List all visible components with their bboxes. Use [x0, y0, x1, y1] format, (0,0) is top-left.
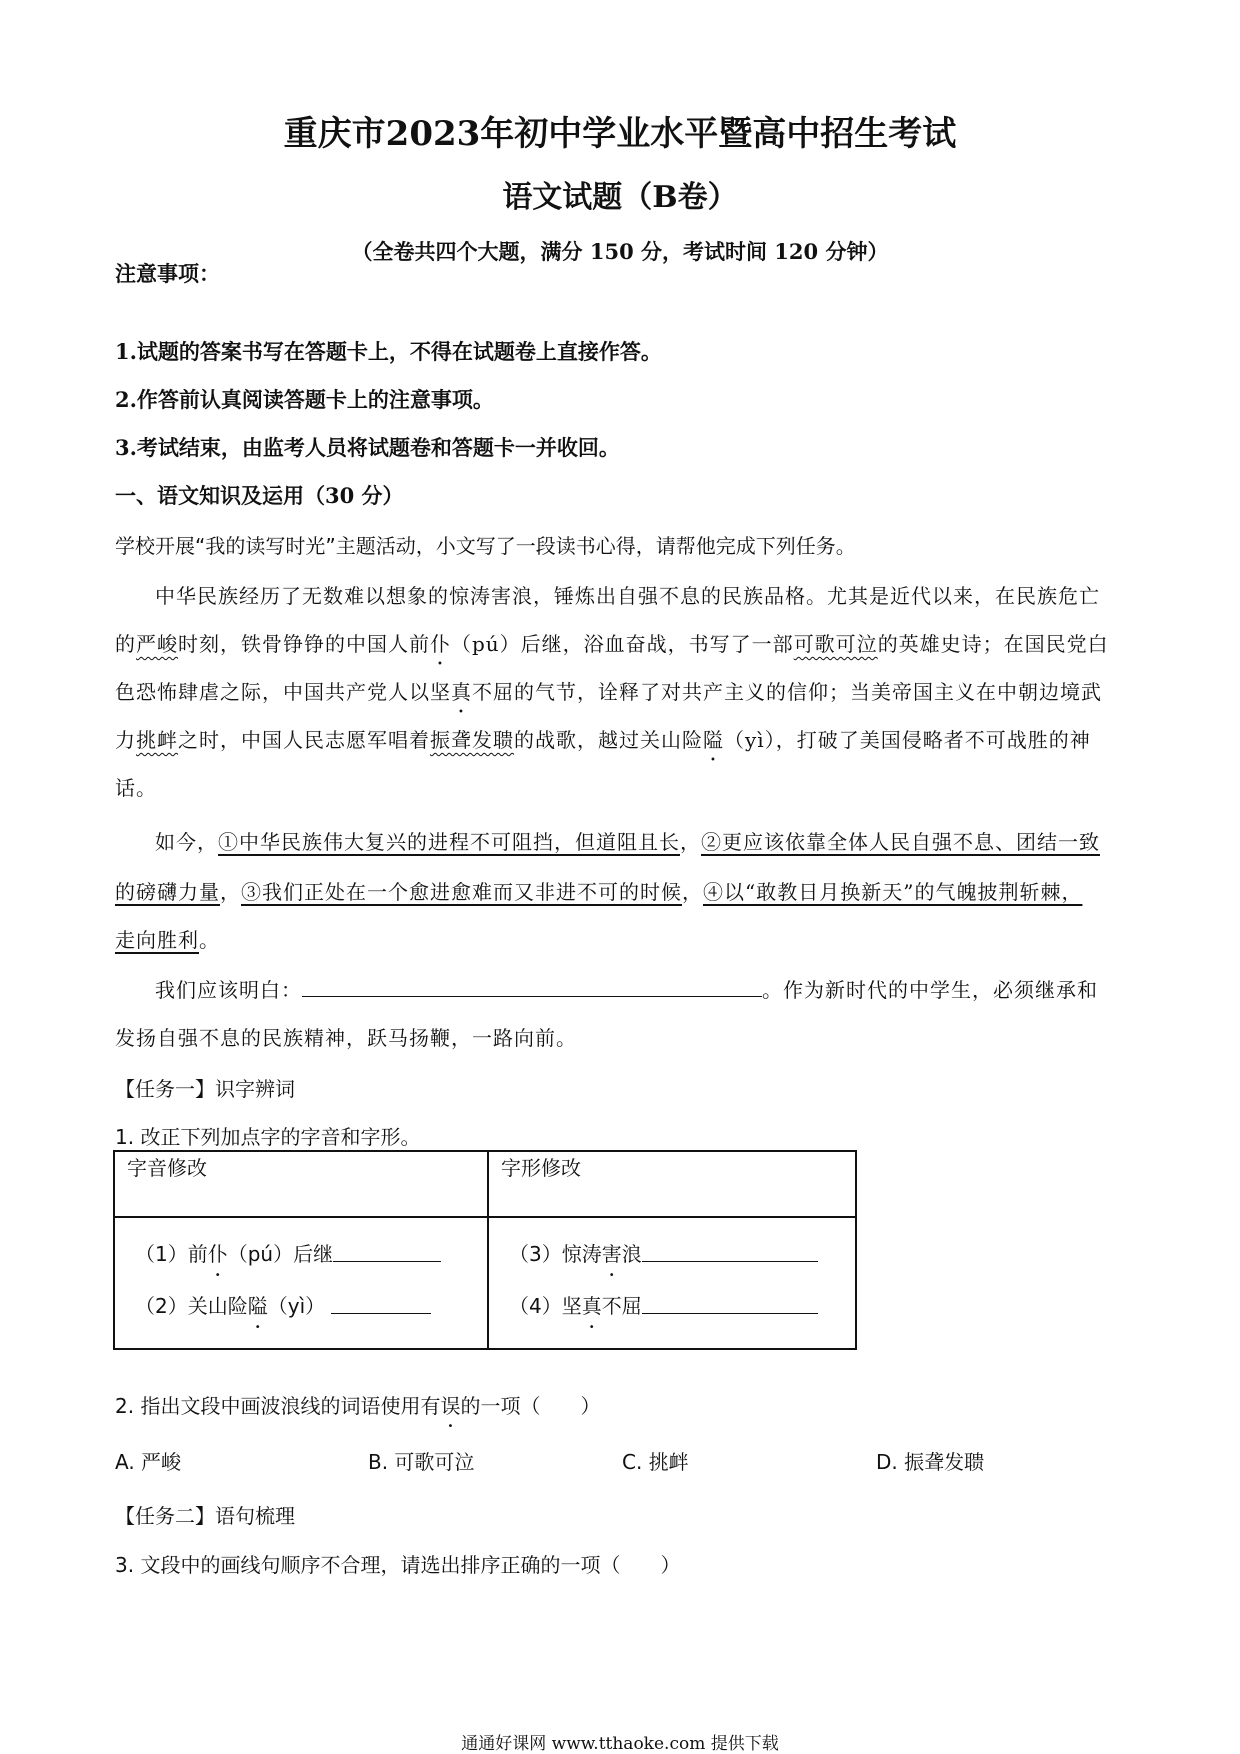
text-span: 。	[199, 928, 220, 952]
wavy-word: 挑衅	[136, 728, 178, 752]
text-span: ，	[682, 880, 703, 904]
underlined-sentence-4: ④以“敢教日月换新天”的气魄披荆斩棘，	[703, 880, 1083, 904]
exam-title: 重庆市2023年初中学业水平暨高中招生考试	[283, 114, 957, 154]
table-item-3	[509, 1226, 855, 1278]
text-span: （2）关山险	[135, 1293, 248, 1318]
passage-line	[115, 628, 1109, 657]
passage-line: 话。	[115, 776, 157, 800]
col-header-pronunciation: 字音修改	[114, 1151, 488, 1217]
text-span: 的一项（ ）	[460, 1394, 601, 1418]
text-span: 力	[115, 728, 136, 752]
text-span: 如今，	[155, 830, 218, 854]
table-item-1	[135, 1226, 487, 1278]
notice-heading: 注意事项：	[115, 261, 220, 286]
text-span: 时刻，铁骨铮铮的中国人前	[178, 632, 430, 656]
text-span: 不屈的气节，诠释了对共产主义的信仰；当美帝国主义在中朝边境武	[472, 680, 1102, 704]
text-span: ，	[220, 880, 241, 904]
dotted-char: 害 •	[602, 1238, 622, 1267]
option-a[interactable]: A. 严峻	[115, 1450, 182, 1474]
text-span: 的战歌，越过关山险	[514, 728, 703, 752]
table-item-4	[509, 1278, 855, 1330]
text-span: 我们应该明白：	[155, 978, 302, 1002]
task2-heading: 【任务二】语句梳理	[115, 1504, 295, 1528]
answer-blank[interactable]	[333, 1243, 441, 1262]
text-span: （pú）后继	[227, 1241, 334, 1266]
dotted-char: 真	[451, 680, 472, 704]
underlined-sentence-2: ②更应该依靠全体人民自强不息、团结一致	[701, 830, 1100, 854]
text-span: 不屈	[601, 1293, 642, 1318]
dotted-char: 误	[440, 1394, 461, 1418]
notice-item-2: 2.作答前认真阅读答题卡上的注意事项。	[115, 387, 494, 412]
passage-line: 发扬自强不息的民族精神，跃马扬鞭，一路向前。	[115, 1026, 577, 1050]
notice-item-3: 3.考试结束，由监考人员将试题卷和答题卡一并收回。	[115, 435, 620, 460]
option-d[interactable]: D. 振聋发聩	[876, 1450, 985, 1474]
text-span: （3）惊涛	[509, 1241, 602, 1266]
wavy-word: 可歌可泣	[793, 632, 878, 656]
passage-line	[115, 724, 1091, 753]
col-header-form: 字形修改	[488, 1151, 856, 1217]
footer-text: 通通好课网 www.tthaoke.com 提供下载	[461, 1734, 779, 1754]
question-1: 1. 改正下列加点字的字音和字形。	[115, 1125, 421, 1149]
underlined-sentence-1: ①中华民族伟大复兴的进程不可阻挡，但道阻且长	[218, 830, 680, 854]
text-span: （yì），打破了美国侵略者不可战胜的神	[724, 728, 1091, 752]
form-cell	[488, 1217, 856, 1349]
exam-note: （全卷共四个大题，满分 150 分，考试时间 120 分钟）	[351, 239, 889, 264]
option-b[interactable]: B. 可歌可泣	[368, 1450, 475, 1474]
text-span: 。作为新时代的中学生，必须继承和	[762, 978, 1098, 1002]
text-span: （pú）后继，浴血奋战，书写了一部	[451, 632, 794, 656]
notice-item-1: 1.试题的答案书写在答题卡上，不得在试题卷上直接作答。	[115, 339, 662, 364]
underlined-sentence-2: 的磅礴力量	[115, 880, 220, 904]
dotted-char: 隘	[703, 728, 724, 752]
text-span: （yì）	[267, 1293, 326, 1318]
section-intro: 学校开展“我的读写时光”主题活动，小文写了一段读书心得，请帮他完成下列任务。	[115, 534, 856, 558]
passage-line	[155, 974, 1098, 1003]
text-span: 色恐怖肆虐之际，中国共产党人以坚	[115, 680, 451, 704]
passage-line: 中华民族经历了无数难以想象的惊涛害浪，锤炼出自强不息的民族品格。尤其是近代以来，在民族危亡	[155, 584, 1100, 608]
answer-blank[interactable]	[642, 1243, 818, 1262]
exam-subtitle: 语文试题（B卷）	[502, 180, 738, 215]
answer-blank[interactable]	[302, 978, 762, 997]
text-span: （4）坚	[509, 1293, 582, 1318]
table-item-2	[135, 1278, 487, 1330]
text-span: 的	[115, 632, 136, 656]
dotted-char: 隘 •	[248, 1290, 268, 1319]
question-2	[115, 1390, 600, 1419]
wavy-word: 振聋发聩	[430, 728, 514, 752]
answer-table	[113, 1150, 857, 1350]
text-span: 之时，中国人民志愿军唱着	[178, 728, 430, 752]
text-span: ，	[680, 830, 701, 854]
underlined-sentence-3: ③我们正处在一个愈进愈难而又非进不可的时候	[241, 880, 682, 904]
pronunciation-cell	[114, 1217, 488, 1349]
question-3: 3. 文段中的画线句顺序不合理，请选出排序正确的一项（ ）	[115, 1553, 681, 1577]
dotted-char: 真 •	[582, 1290, 602, 1319]
passage-line	[115, 924, 220, 953]
task1-heading: 【任务一】识字辨词	[115, 1077, 295, 1101]
underlined-sentence-4: 走向胜利	[115, 928, 199, 952]
dotted-char: 仆	[430, 632, 451, 656]
dotted-char: 仆 •	[208, 1238, 228, 1267]
answer-blank[interactable]	[642, 1295, 818, 1314]
text-span: 浪	[621, 1241, 642, 1266]
text-span: 2. 指出文段中画波浪线的词语使用有	[115, 1394, 441, 1418]
text-span: （1）前	[135, 1241, 208, 1266]
passage-line	[115, 676, 1102, 705]
answer-blank[interactable]	[331, 1295, 431, 1314]
passage-line	[155, 826, 1100, 855]
text-span: 的英雄史诗；在国民党白	[877, 632, 1109, 656]
section-heading: 一、语文知识及运用（30 分）	[115, 483, 404, 508]
wavy-word: 严峻	[136, 632, 178, 656]
passage-line	[115, 876, 1082, 905]
option-c[interactable]: C. 挑衅	[622, 1450, 689, 1474]
